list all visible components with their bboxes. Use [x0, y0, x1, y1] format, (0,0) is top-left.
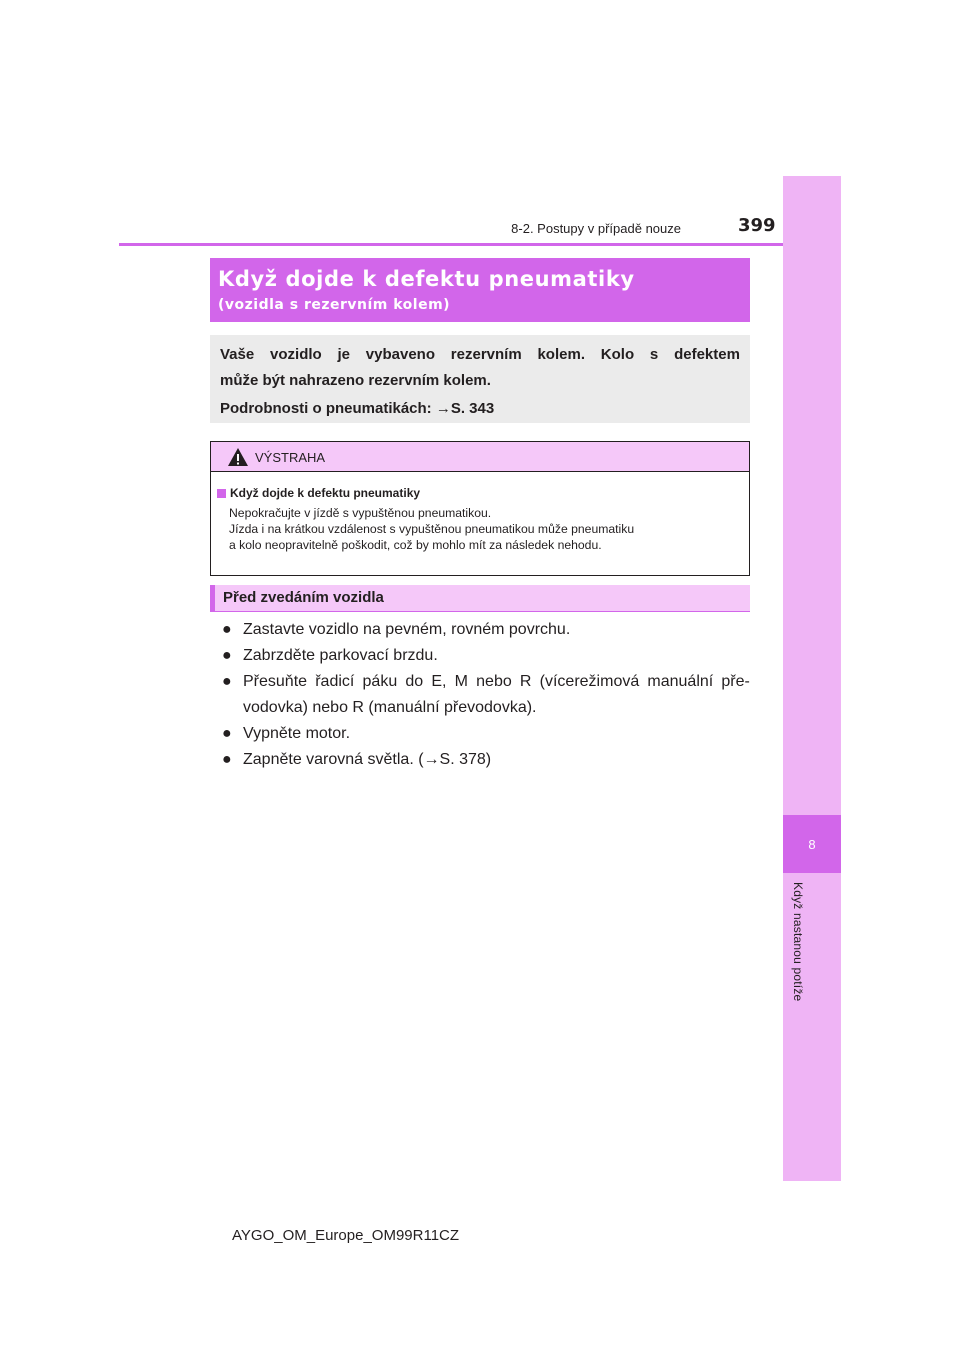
- step-word: R: [519, 673, 532, 690]
- step-text-line-2: vodovka) nebo R (manuální převodovka).: [243, 699, 537, 716]
- intro-reference-link[interactable]: Podrobnosti o pneumatikách: →S. 343: [220, 400, 495, 417]
- step-word: řadicí: [315, 673, 355, 690]
- intro-box: [210, 335, 750, 423]
- chapter-title-vertical: Když nastanou potíže: [791, 882, 805, 1002]
- step-text: Zastavte vozidlo na pevném, rovném povrchu.: [243, 621, 571, 638]
- intro-line-1: [220, 342, 740, 368]
- intro-line-2: může být nahrazeno rezervním kolem.: [220, 372, 491, 389]
- step-word: pře-: [721, 673, 750, 690]
- bullet-icon: ●: [222, 673, 232, 690]
- bullet-icon: ●: [222, 725, 232, 742]
- step-text-with-reference[interactable]: Zapněte varovná světla. (→S. 378): [243, 751, 492, 768]
- page-subtitle: (vozidla s rezervním kolem): [218, 297, 451, 313]
- square-bullet-icon: [217, 489, 226, 498]
- step-word: E,: [431, 673, 447, 690]
- intro-word: je: [337, 346, 350, 363]
- bullet-icon: ●: [222, 647, 232, 664]
- intro-word: Vaše: [220, 346, 255, 363]
- warning-box: [210, 441, 750, 576]
- list-item: [222, 669, 750, 721]
- header-rule: [119, 243, 783, 246]
- warning-line: Jízda i na krátkou vzdálenost s vypuštěnou pneumatikou může pneumatiku: [229, 522, 635, 536]
- warning-label: VÝSTRAHA: [255, 450, 326, 465]
- page-number: 399: [738, 215, 776, 236]
- intro-word: vybaveno: [365, 346, 435, 363]
- list-item: [222, 721, 750, 747]
- section-heading: Před zvedáním vozidla: [210, 585, 750, 612]
- page-title: Když dojde k defektu pneumatiky: [218, 267, 635, 291]
- intro-word: rezervním: [450, 346, 522, 363]
- step-word: Přesuňte: [243, 673, 308, 690]
- list-item: [222, 747, 750, 773]
- warning-header: [211, 442, 749, 472]
- chapter-number-tab[interactable]: 8: [783, 815, 841, 873]
- bullet-icon: ●: [222, 621, 232, 638]
- warning-line: Nepokračujte v jízdě s vypuštěnou pneumatikou.: [229, 506, 492, 520]
- step-word: manuální: [647, 673, 714, 690]
- step-word: nebo: [476, 673, 512, 690]
- warning-heading: [217, 485, 749, 501]
- step-word: páku: [362, 673, 398, 690]
- intro-word: Kolo: [600, 346, 635, 363]
- title-banner: [210, 258, 750, 322]
- step-text: Zabrzděte parkovací brzdu.: [243, 647, 438, 664]
- step-word: (vícerežimová: [539, 673, 640, 690]
- intro-word: defektem: [674, 346, 740, 363]
- bullet-icon: ●: [222, 751, 232, 768]
- warning-line: a kolo neopravitelně poškodit, což by mohlo mít za následek nehodu.: [229, 538, 602, 552]
- step-word: do: [405, 673, 424, 690]
- list-item: [222, 617, 750, 643]
- list-item: [222, 643, 750, 669]
- step-text: Vypněte motor.: [243, 725, 351, 742]
- footer-document-id: AYGO_OM_Europe_OM99R11CZ: [232, 1227, 460, 1244]
- step-text-line-1: [243, 669, 750, 695]
- step-word: M: [454, 673, 468, 690]
- running-header-section: 8-2. Postupy v případě nouze: [511, 221, 681, 236]
- warning-text: [217, 505, 749, 553]
- warning-body: [211, 472, 749, 553]
- step-text: [243, 669, 750, 721]
- warning-heading-text: Když dojde k defektu pneumatiky: [230, 486, 421, 500]
- intro-word: s: [649, 346, 659, 363]
- intro-word: kolem.: [537, 346, 585, 363]
- intro-word: vozidlo: [270, 346, 322, 363]
- warning-triangle-icon: [227, 447, 249, 467]
- step-list: [222, 617, 750, 773]
